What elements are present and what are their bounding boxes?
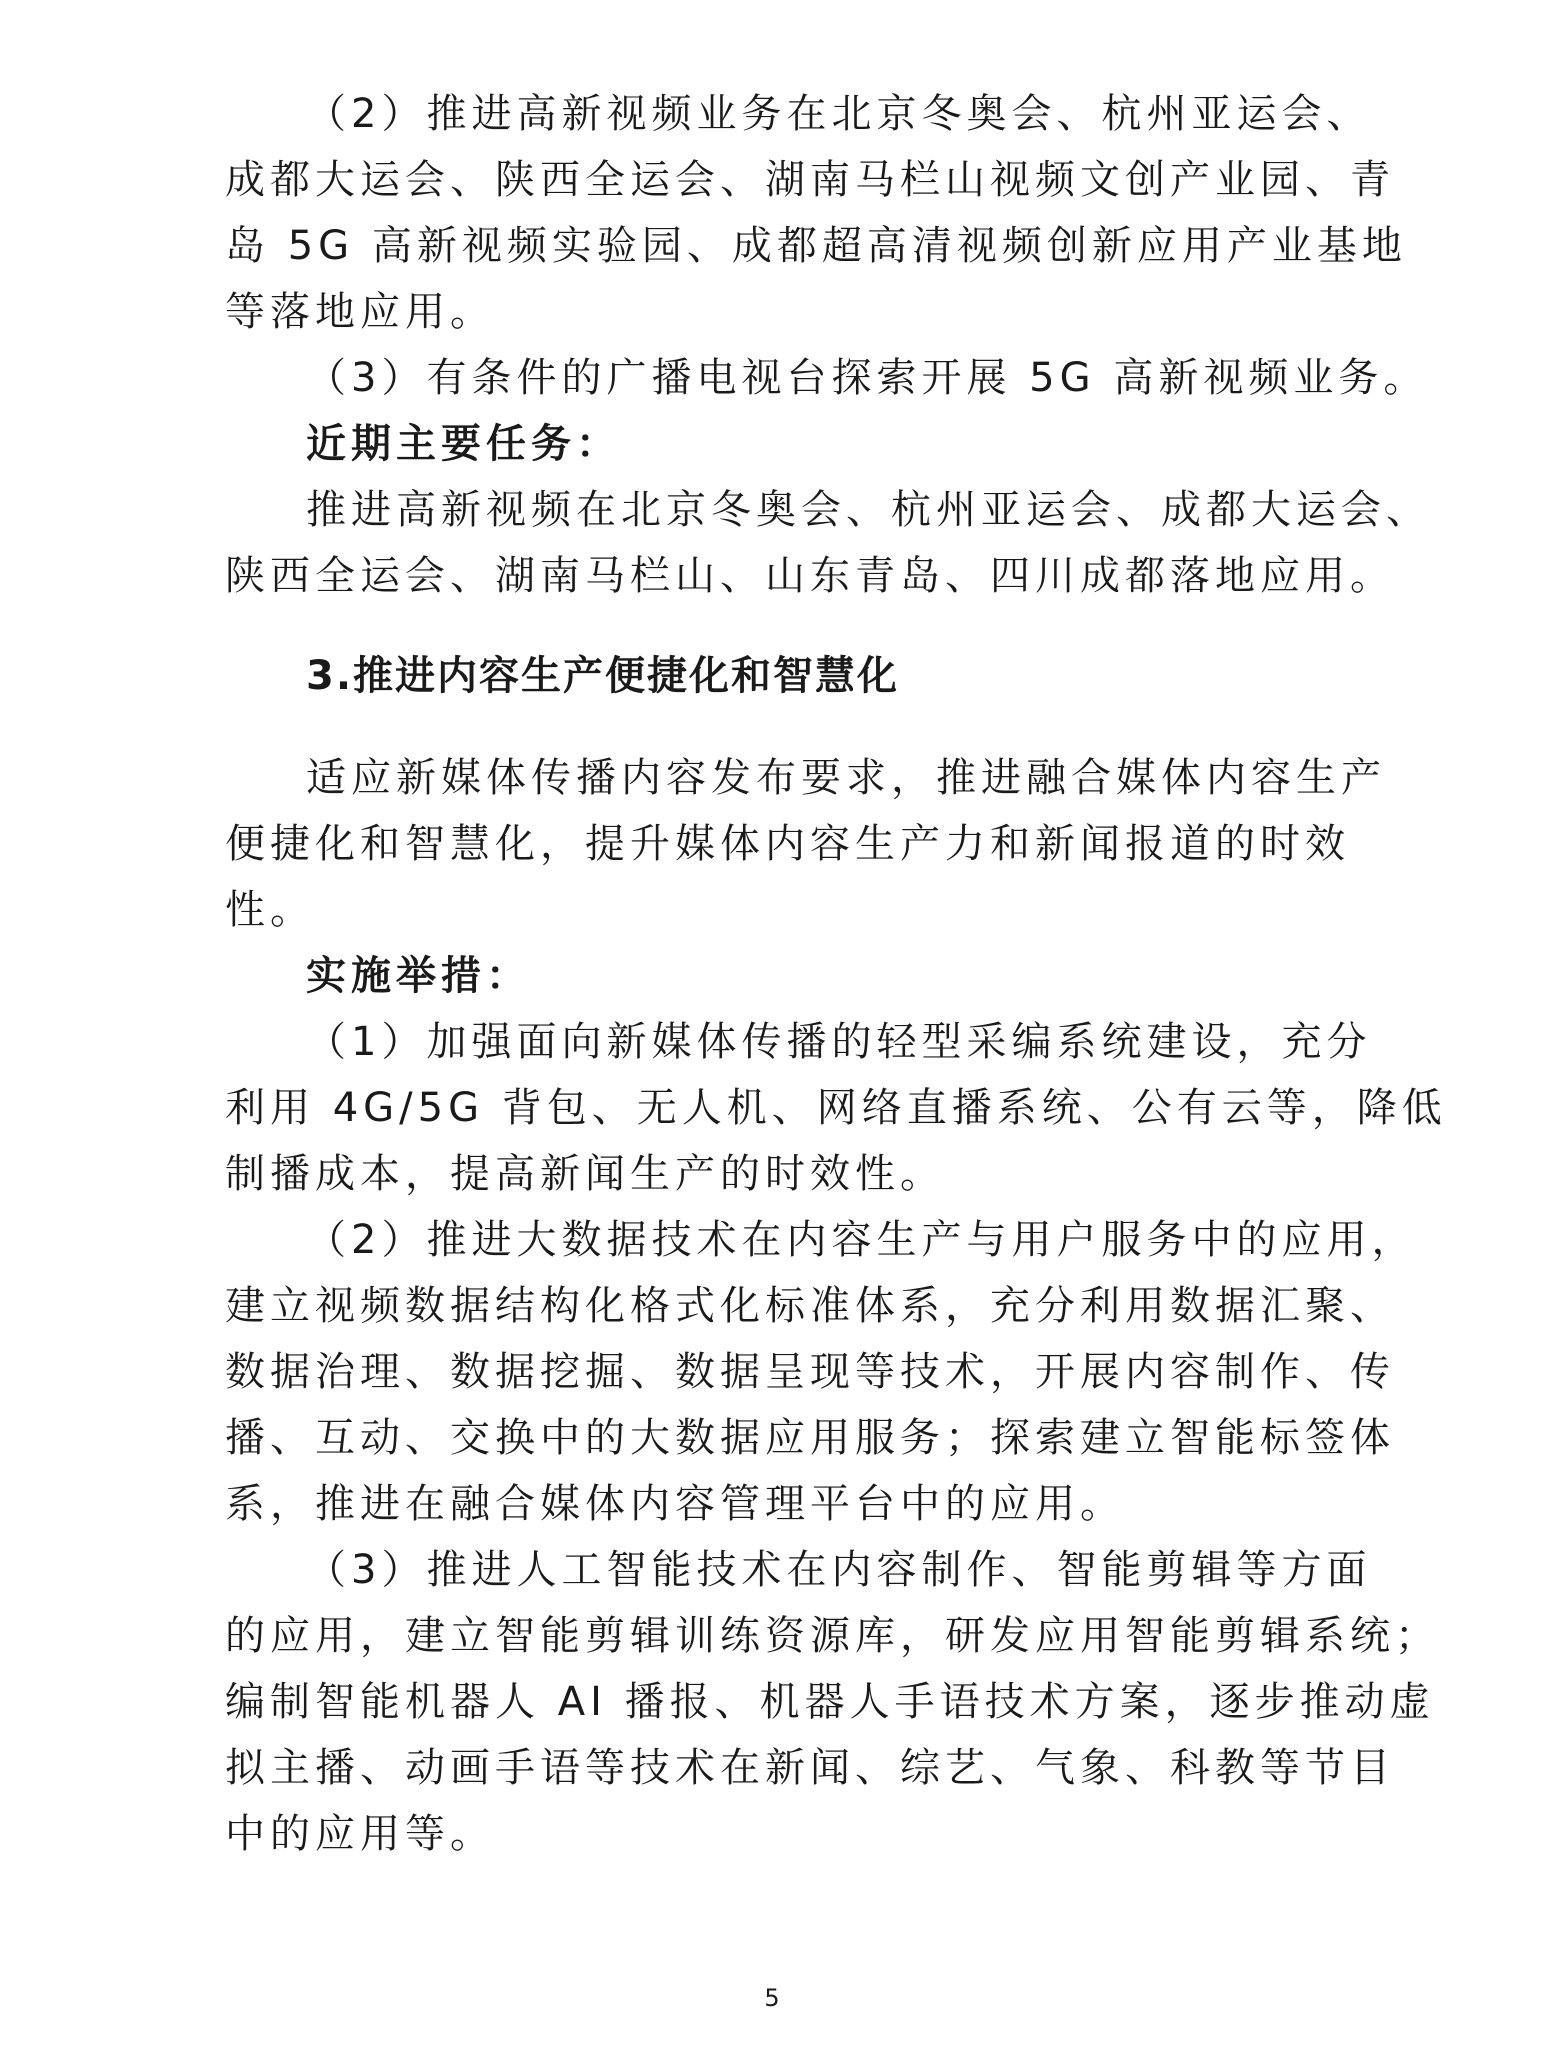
paragraph-line: 等落地应用。 (225, 289, 495, 335)
paragraph-line: 编制智能机器人 AI 播报、机器人手语技术方案，逐步推动虚 (225, 1679, 1435, 1725)
paragraph-line: 陕西全运会、湖南马栏山、山东青岛、四川成都落地应用。 (225, 553, 1395, 599)
paragraph-line: （1）加强面向新媒体传播的轻型采编系统建设，充分 (306, 1019, 1372, 1065)
paragraph-line: 数据治理、数据挖掘、数据呈现等技术，开展内容制作、传 (225, 1349, 1395, 1395)
paragraph-line: 岛 5G 高新视频实验园、成都超高清视频创新应用产业基地 (225, 223, 1407, 269)
paragraph-line: 便捷化和智慧化，提升媒体内容生产力和新闻报道的时效 (225, 821, 1350, 867)
section-heading: 3.推进内容生产便捷化和智慧化 (306, 653, 900, 699)
paragraph-line: 推进高新视频在北京冬奥会、杭州亚运会、成都大运会、 (306, 487, 1431, 533)
paragraph-line: 利用 4G/5G 背包、无人机、网络直播系统、公有云等，降低 (225, 1085, 1447, 1131)
paragraph-line: 适应新媒体传播内容发布要求，推进融合媒体内容生产 (306, 755, 1386, 801)
paragraph-line: 播、互动、交换中的大数据应用服务；探索建立智能标签体 (225, 1415, 1395, 1461)
paragraph-line: 建立视频数据结构化格式化标准体系，充分利用数据汇聚、 (225, 1283, 1395, 1329)
section-label: 实施举措： (306, 953, 531, 999)
paragraph-line: 的应用，建立智能剪辑训练资源库，研发应用智能剪辑系统； (225, 1613, 1440, 1659)
paragraph-line: 制播成本，提高新闻生产的时效性。 (225, 1151, 945, 1197)
paragraph-line: 拟主播、动画手语等技术在新闻、综艺、气象、科教等节目 (225, 1745, 1395, 1791)
section-label: 近期主要任务： (306, 421, 621, 467)
paragraph-line: 成都大运会、陕西全运会、湖南马栏山视频文创产业园、青 (225, 157, 1395, 203)
paragraph-line: 中的应用等。 (225, 1811, 495, 1857)
page-number: 5 (764, 1984, 780, 2012)
paragraph-line: （3）推进人工智能技术在内容制作、智能剪辑等方面 (306, 1547, 1372, 1593)
paragraph-line: （3）有条件的广播电视台探索开展 5G 高新视频业务。 (306, 355, 1429, 401)
paragraph-line: 性。 (225, 887, 315, 933)
paragraph-line: （2）推进高新视频业务在北京冬奥会、杭州亚运会、 (306, 91, 1372, 137)
paragraph-line: （2）推进大数据技术在内容生产与用户服务中的应用， (306, 1217, 1417, 1263)
paragraph-line: 系，推进在融合媒体内容管理平台中的应用。 (225, 1481, 1125, 1527)
